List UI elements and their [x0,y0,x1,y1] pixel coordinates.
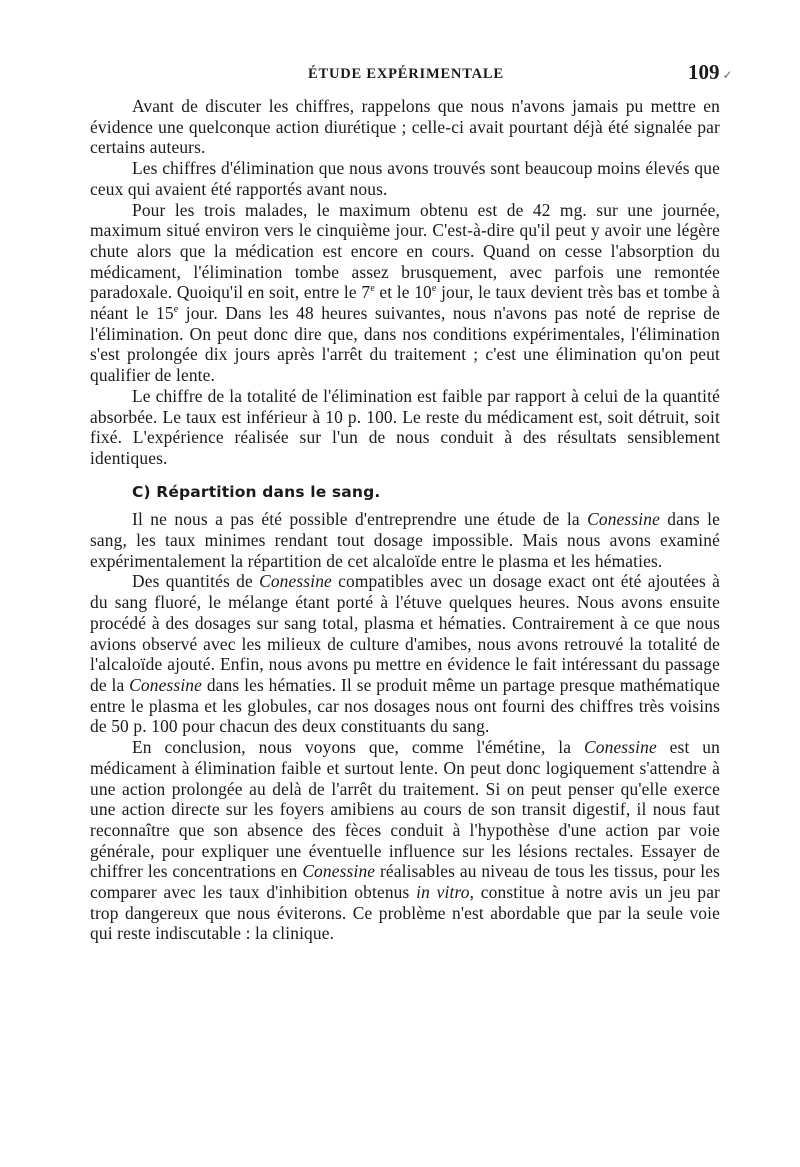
text-run: dans le sang, les taux minimes rendant tout dosage impossible. Mais nous avons examiné expérimentalement la répartition de cet alcaloïde entre le plasma et les hématies. [90,509,720,571]
body-text [90,96,720,944]
italic-term: Conessine [259,571,332,592]
paragraph [90,571,720,737]
running-title: ÉTUDE EXPÉRIMENTALE [308,66,504,82]
italic-term: Conessine [302,861,376,882]
text-run: dans les hématies. Il se produit même un partage presque mathématique entre le plasma et les globules, car nos dosages nous ont fourni des chiffres très voisins de 50 p. 100 pour chacun des deux constituants du sang. [90,674,721,737]
superscript: e [173,304,179,316]
paragraph [90,737,720,944]
text-run: et le 10 [374,282,432,303]
paragraph: Les chiffres d'élimination que nous avons trouvés sont beaucoup moins élevés que ceux qui avaient été rapportés avant nous. [90,158,720,199]
italic-term: Conessine [587,509,660,530]
running-head [0,62,800,86]
text-run: compatibles avec un dosage exact ont été ajoutées à du sang fluoré, le mélange étant porté à l'étuve quelques heures. Nous avons ensuite procédé à des dosages sur sang total, plasma et hématies. Contrairement à ce que nous avions observé avec les milieux de culture d'amibes, nous avons retrouvé la totalité de l'alcaloïde ajouté. Enfin, nous avons pu mettre en évidence le fait intéressant du passage de la [90,571,720,695]
text-run: réalisables au niveau de tous les tissus, pour les comparer avec les taux d'inhibition obtenus [90,861,720,903]
superscript: e [431,283,437,295]
text-run: Des quantités de [132,571,260,592]
text-run: jour, le taux devient très bas et tombe à néant le 15 [90,282,720,324]
paragraph [90,200,720,386]
section-heading: C) Répartition dans le sang. [132,482,381,501]
text-run: jour. Dans les 48 heures suivantes, nous n'avons pas noté de reprise de l'élimination. On peut donc dire que, dans nos conditions expérimentales, l'élimination s'est prolongée dix jours après l'arrêt du traitement ; c'est une élimination qu'on peut qualifier de lente. [90,303,720,386]
check-mark-icon: ✓ [722,68,733,82]
italic-term: Conessine [129,674,203,695]
italic-term: Conessine [584,737,657,758]
page-number [688,60,733,85]
text-run: est un médicament à élimination faible et surtout lente. On peut donc logiquement s'attendre à une action prolongée au delà de l'arrêt du traitement. Si on peut penser qu'elle exerce une action directe sur les foyers amibiens au cours de son transit digestif, il nous faut reconnaître que son absence des fèces conduit à l'hypothèse d'une action par voie générale, pour expliquer une éventuelle influence sur les lésions rectales. Essayer de chiffrer les concentrations en [90,737,720,882]
paragraph: Avant de discuter les chiffres, rappelons que nous n'avons jamais pu mettre en évidence une quelconque action diurétique ; celle-ci avait pourtant déjà été signalée par certains auteurs. [90,96,720,158]
text-run: Pour les trois malades, le maximum obtenu est de 42 mg. sur une journée, maximum situé environ vers le cinquième jour. C'est-à-dire qu'il peut y avoir une légère chute alors que la médication est encore en cours. Quand on cesse l'absorption du médicament, l'élimination tombe assez brusquement, avec parfois une remontée paradoxale. Quoiqu'il en soit, entre le 7 [90,199,720,303]
paragraph: Le chiffre de la totalité de l'élimination est faible par rapport à celui de la quantité absorbée. Le taux est inférieur à 10 p. 100. Le reste du médicament est, soit détruit, soit fixé. L'expérience réalisée sur l'un de nous conduit à des résultats sensiblement identiques. [90,385,720,468]
italic-term: in vitro [416,882,470,903]
superscript: e [370,283,375,295]
text-run: Il ne nous a pas été possible d'entreprendre une étude de la [132,509,588,530]
text-run: , constitue à notre avis un jeu par trop dangereux que nous éviterons. Ce problème n'est abordable que par la seule voie qui reste indiscutable : la clinique. [90,882,720,944]
text-run: En conclusion, nous voyons que, comme l'émétine, la [132,737,584,758]
paragraph [90,509,720,571]
page-number-value: 109 [688,60,720,84]
